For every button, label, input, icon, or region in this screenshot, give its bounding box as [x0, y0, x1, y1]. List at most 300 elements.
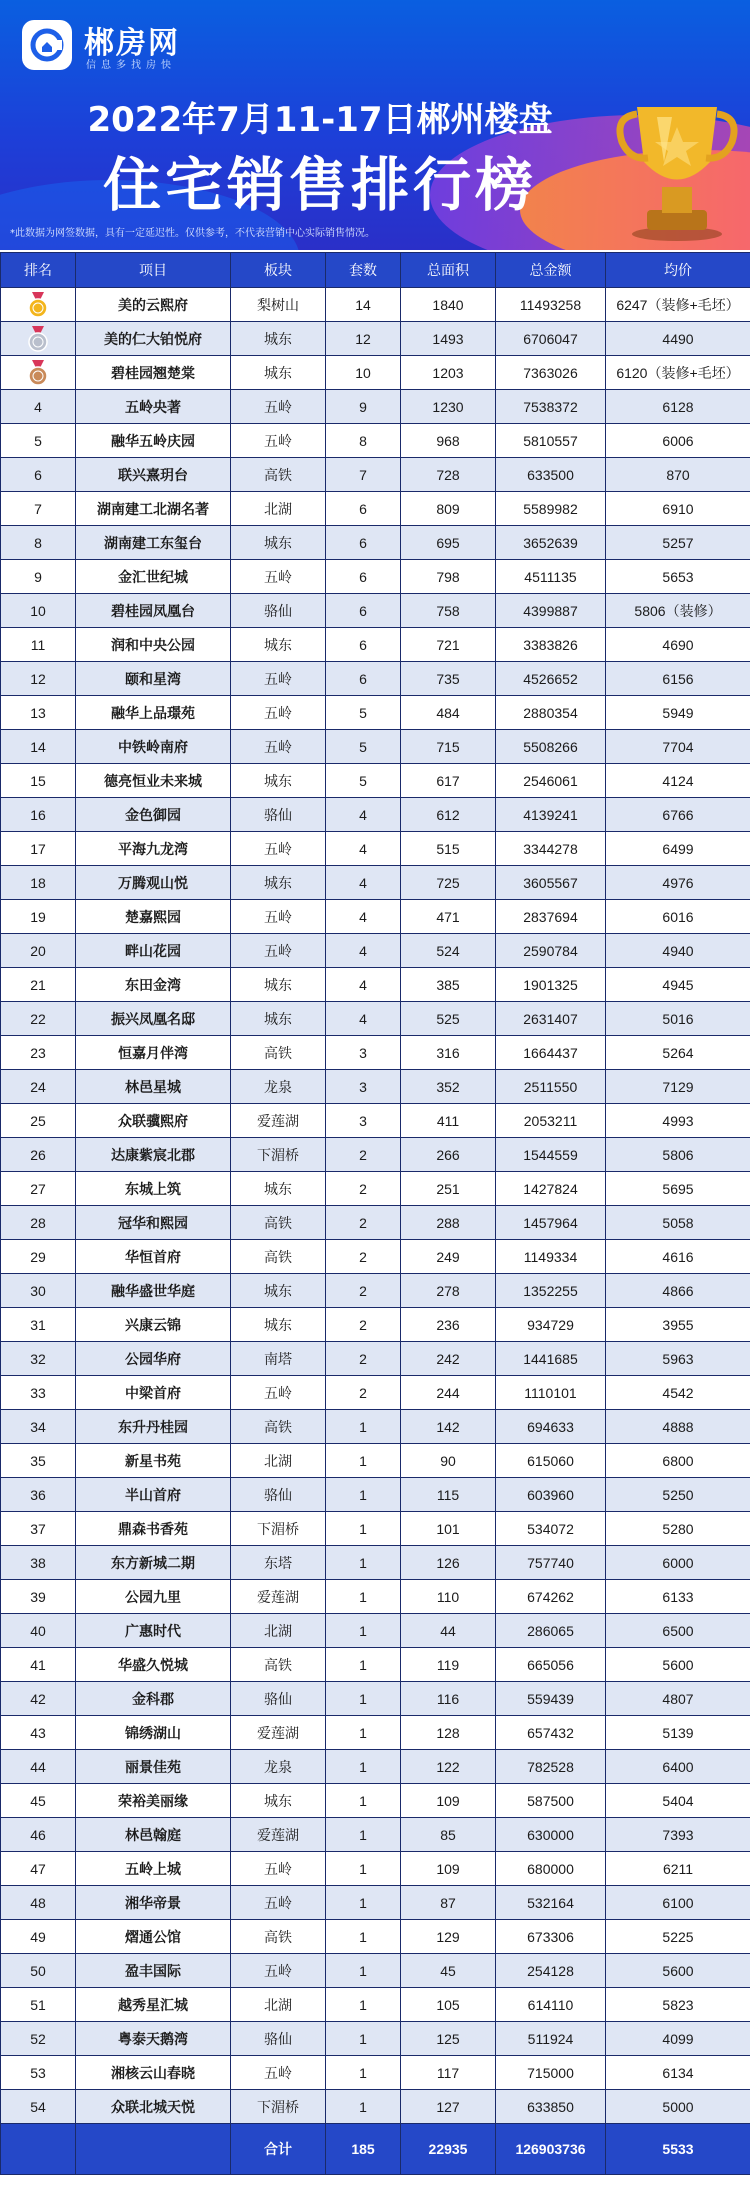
- units-cell: 2: [326, 1172, 401, 1206]
- total-area-cell: 110: [401, 1580, 496, 1614]
- area-cell: 五岭: [231, 2056, 326, 2090]
- total-area-cell: 288: [401, 1206, 496, 1240]
- rank-cell: 36: [1, 1478, 76, 1512]
- area-cell: 五岭: [231, 424, 326, 458]
- total-amount-cell: 603960: [496, 1478, 606, 1512]
- area-cell: 北湖: [231, 1988, 326, 2022]
- rank-cell: 20: [1, 934, 76, 968]
- avg-price-cell: 5600: [606, 1648, 750, 1682]
- total-area-cell: 101: [401, 1512, 496, 1546]
- total-amount-cell: 534072: [496, 1512, 606, 1546]
- table-row: [1, 1376, 750, 1410]
- area-cell: 骆仙: [231, 1682, 326, 1716]
- rank-cell: 53: [1, 2056, 76, 2090]
- table-row: [1, 1920, 750, 1954]
- total-area-cell: 128: [401, 1716, 496, 1750]
- avg-price-cell: 4866: [606, 1274, 750, 1308]
- area-cell: 城东: [231, 968, 326, 1002]
- total-area-cell: 728: [401, 458, 496, 492]
- avg-price-cell: 5806（装修）: [606, 594, 750, 628]
- avg-price-cell: 4888: [606, 1410, 750, 1444]
- total-amount-cell: 1441685: [496, 1342, 606, 1376]
- area-cell: 高铁: [231, 1648, 326, 1682]
- table-row: [1, 322, 750, 356]
- project-cell: 达康紫宸北郡: [76, 1138, 231, 1172]
- project-cell: 公园九里: [76, 1580, 231, 1614]
- rank-cell: 41: [1, 1648, 76, 1682]
- project-cell: 丽景佳苑: [76, 1750, 231, 1784]
- total-area-cell: 612: [401, 798, 496, 832]
- rank-cell: 52: [1, 2022, 76, 2056]
- avg-price-cell: 4490: [606, 322, 750, 356]
- area-cell: 骆仙: [231, 594, 326, 628]
- table-row: [1, 356, 750, 390]
- total-amount-cell: 532164: [496, 1886, 606, 1920]
- total-area-cell: 116: [401, 1682, 496, 1716]
- total-amount-cell: 1901325: [496, 968, 606, 1002]
- table-row: [1, 1716, 750, 1750]
- table-row: [1, 798, 750, 832]
- rank-cell: 43: [1, 1716, 76, 1750]
- units-cell: 1: [326, 1682, 401, 1716]
- avg-price-cell: 6156: [606, 662, 750, 696]
- units-cell: 1: [326, 1512, 401, 1546]
- avg-price-cell: 5058: [606, 1206, 750, 1240]
- avg-price-cell: 6766: [606, 798, 750, 832]
- total-amount-cell: 674262: [496, 1580, 606, 1614]
- table-row: [1, 1580, 750, 1614]
- rank-cell: 38: [1, 1546, 76, 1580]
- area-cell: 爱莲湖: [231, 1580, 326, 1614]
- rank-cell: 27: [1, 1172, 76, 1206]
- page-title-line1: 2022年7月11-17日郴州楼盘: [87, 100, 553, 140]
- table-row: [1, 458, 750, 492]
- project-cell: 平海九龙湾: [76, 832, 231, 866]
- avg-price-cell: 5280: [606, 1512, 750, 1546]
- bronze-medal-icon: [27, 360, 49, 386]
- table-row: [1, 1104, 750, 1138]
- project-cell: 广惠时代: [76, 1614, 231, 1648]
- total-area-cell: 115: [401, 1478, 496, 1512]
- units-cell: 3: [326, 1070, 401, 1104]
- project-cell: 熠通公馆: [76, 1920, 231, 1954]
- totals-total-area: 22935: [401, 2124, 496, 2175]
- avg-price-cell: 6134: [606, 2056, 750, 2090]
- area-cell: 城东: [231, 1274, 326, 1308]
- project-cell: 东田金湾: [76, 968, 231, 1002]
- avg-price-cell: 4945: [606, 968, 750, 1002]
- units-cell: 2: [326, 1342, 401, 1376]
- rank-cell: [1, 322, 76, 356]
- rank-cell: 10: [1, 594, 76, 628]
- area-cell: 高铁: [231, 1036, 326, 1070]
- table-row: [1, 1444, 750, 1478]
- total-amount-cell: 1664437: [496, 1036, 606, 1070]
- area-cell: 城东: [231, 1308, 326, 1342]
- total-amount-cell: 633500: [496, 458, 606, 492]
- project-cell: 恒嘉月伴湾: [76, 1036, 231, 1070]
- total-area-cell: 119: [401, 1648, 496, 1682]
- table-row: [1, 730, 750, 764]
- total-amount-cell: 11493258: [496, 288, 606, 322]
- avg-price-cell: 5806: [606, 1138, 750, 1172]
- total-amount-cell: 587500: [496, 1784, 606, 1818]
- units-cell: 6: [326, 594, 401, 628]
- total-amount-cell: 286065: [496, 1614, 606, 1648]
- area-cell: 城东: [231, 322, 326, 356]
- total-amount-cell: 3605567: [496, 866, 606, 900]
- total-area-cell: 127: [401, 2090, 496, 2124]
- avg-price-cell: 6000: [606, 1546, 750, 1580]
- total-area-cell: 968: [401, 424, 496, 458]
- project-cell: 越秀星汇城: [76, 1988, 231, 2022]
- area-cell: 龙泉: [231, 1070, 326, 1104]
- rank-cell: 48: [1, 1886, 76, 1920]
- total-area-cell: 142: [401, 1410, 496, 1444]
- units-cell: 1: [326, 1784, 401, 1818]
- rank-cell: 29: [1, 1240, 76, 1274]
- area-cell: 骆仙: [231, 2022, 326, 2056]
- total-area-cell: 352: [401, 1070, 496, 1104]
- total-amount-cell: 715000: [496, 2056, 606, 2090]
- gold-medal-icon: [27, 292, 49, 318]
- table-row: [1, 900, 750, 934]
- table-row: [1, 2090, 750, 2124]
- total-amount-cell: 7538372: [496, 390, 606, 424]
- area-cell: 城东: [231, 1002, 326, 1036]
- project-cell: 湘核云山春晓: [76, 2056, 231, 2090]
- project-cell: 颐和星湾: [76, 662, 231, 696]
- rank-cell: 18: [1, 866, 76, 900]
- total-amount-cell: 757740: [496, 1546, 606, 1580]
- trophy-icon: [612, 92, 742, 242]
- rank-cell: 34: [1, 1410, 76, 1444]
- avg-price-cell: 5823: [606, 1988, 750, 2022]
- area-cell: 五岭: [231, 1886, 326, 1920]
- avg-price-cell: 6100: [606, 1886, 750, 1920]
- total-area-cell: 249: [401, 1240, 496, 1274]
- rank-cell: 39: [1, 1580, 76, 1614]
- total-area-cell: 484: [401, 696, 496, 730]
- rank-cell: 21: [1, 968, 76, 1002]
- total-amount-cell: 633850: [496, 2090, 606, 2124]
- units-cell: 1: [326, 1478, 401, 1512]
- total-area-cell: 90: [401, 1444, 496, 1478]
- total-area-cell: 411: [401, 1104, 496, 1138]
- units-cell: 1: [326, 1648, 401, 1682]
- project-cell: 融华上品璟苑: [76, 696, 231, 730]
- total-amount-cell: 6706047: [496, 322, 606, 356]
- area-cell: 城东: [231, 1784, 326, 1818]
- table-row: [1, 1410, 750, 1444]
- total-area-cell: 244: [401, 1376, 496, 1410]
- total-area-cell: 251: [401, 1172, 496, 1206]
- avg-price-cell: 6500: [606, 1614, 750, 1648]
- total-amount-cell: 4139241: [496, 798, 606, 832]
- total-area-cell: 721: [401, 628, 496, 662]
- units-cell: 1: [326, 1750, 401, 1784]
- table-row: [1, 560, 750, 594]
- rank-cell: 11: [1, 628, 76, 662]
- column-header-units: 套数: [326, 253, 401, 288]
- project-cell: 盈丰国际: [76, 1954, 231, 1988]
- units-cell: 6: [326, 628, 401, 662]
- units-cell: 1: [326, 1920, 401, 1954]
- total-amount-cell: 614110: [496, 1988, 606, 2022]
- project-cell: 冠华和熙园: [76, 1206, 231, 1240]
- table-row: [1, 1682, 750, 1716]
- rank-cell: 49: [1, 1920, 76, 1954]
- rank-cell: 47: [1, 1852, 76, 1886]
- table-row: [1, 594, 750, 628]
- area-cell: 下湄桥: [231, 1512, 326, 1546]
- area-cell: 高铁: [231, 1240, 326, 1274]
- project-cell: 万腾观山悦: [76, 866, 231, 900]
- table-row: [1, 1852, 750, 1886]
- total-area-cell: 266: [401, 1138, 496, 1172]
- units-cell: 6: [326, 560, 401, 594]
- avg-price-cell: 6120（装修+毛坯）: [606, 356, 750, 390]
- sales-ranking-table: [0, 252, 750, 2175]
- area-cell: 高铁: [231, 1410, 326, 1444]
- avg-price-cell: 6499: [606, 832, 750, 866]
- units-cell: 9: [326, 390, 401, 424]
- rank-cell: 37: [1, 1512, 76, 1546]
- area-cell: 南塔: [231, 1342, 326, 1376]
- total-amount-cell: 657432: [496, 1716, 606, 1750]
- avg-price-cell: 3955: [606, 1308, 750, 1342]
- table-row: [1, 696, 750, 730]
- project-cell: 东升丹桂园: [76, 1410, 231, 1444]
- table-row: [1, 1784, 750, 1818]
- project-cell: 众联骥熙府: [76, 1104, 231, 1138]
- table-row: [1, 628, 750, 662]
- area-cell: 爱莲湖: [231, 1716, 326, 1750]
- project-cell: 林邑星城: [76, 1070, 231, 1104]
- rank-cell: 50: [1, 1954, 76, 1988]
- project-cell: 东城上筑: [76, 1172, 231, 1206]
- total-amount-cell: 2880354: [496, 696, 606, 730]
- total-amount-cell: 2631407: [496, 1002, 606, 1036]
- table-row: [1, 1342, 750, 1376]
- total-area-cell: 525: [401, 1002, 496, 1036]
- avg-price-cell: 6128: [606, 390, 750, 424]
- area-cell: 骆仙: [231, 798, 326, 832]
- table-row: [1, 662, 750, 696]
- project-cell: 锦绣湖山: [76, 1716, 231, 1750]
- rank-cell: 23: [1, 1036, 76, 1070]
- avg-price-cell: 6211: [606, 1852, 750, 1886]
- total-area-cell: 471: [401, 900, 496, 934]
- rank-cell: 40: [1, 1614, 76, 1648]
- header-banner: [0, 0, 750, 250]
- avg-price-cell: 4124: [606, 764, 750, 798]
- project-cell: 融华五岭庆园: [76, 424, 231, 458]
- table-row: [1, 1648, 750, 1682]
- total-amount-cell: 934729: [496, 1308, 606, 1342]
- avg-price-cell: 4940: [606, 934, 750, 968]
- project-cell: 新星书苑: [76, 1444, 231, 1478]
- total-amount-cell: 665056: [496, 1648, 606, 1682]
- table-row: [1, 968, 750, 1002]
- units-cell: 7: [326, 458, 401, 492]
- units-cell: 4: [326, 900, 401, 934]
- units-cell: 2: [326, 1308, 401, 1342]
- area-cell: 爱莲湖: [231, 1104, 326, 1138]
- units-cell: 1: [326, 1580, 401, 1614]
- units-cell: 8: [326, 424, 401, 458]
- total-amount-cell: 559439: [496, 1682, 606, 1716]
- area-cell: 五岭: [231, 934, 326, 968]
- units-cell: 5: [326, 764, 401, 798]
- totals-avg-price: 5533: [606, 2124, 750, 2175]
- column-header-total-amount: 总金额: [496, 253, 606, 288]
- total-area-cell: 695: [401, 526, 496, 560]
- total-area-cell: 617: [401, 764, 496, 798]
- project-cell: 公园华府: [76, 1342, 231, 1376]
- avg-price-cell: 5963: [606, 1342, 750, 1376]
- rank-cell: [1, 288, 76, 322]
- project-cell: 联兴熹玥台: [76, 458, 231, 492]
- units-cell: 4: [326, 832, 401, 866]
- area-cell: 北湖: [231, 492, 326, 526]
- rank-cell: 32: [1, 1342, 76, 1376]
- area-cell: 五岭: [231, 832, 326, 866]
- area-cell: 城东: [231, 356, 326, 390]
- avg-price-cell: 4976: [606, 866, 750, 900]
- table-row: [1, 1036, 750, 1070]
- area-cell: 五岭: [231, 1376, 326, 1410]
- column-header-avg-price: 均价: [606, 253, 750, 288]
- project-cell: 鼎森书香苑: [76, 1512, 231, 1546]
- project-cell: 林邑翰庭: [76, 1818, 231, 1852]
- units-cell: 1: [326, 1444, 401, 1478]
- rank-cell: 16: [1, 798, 76, 832]
- total-amount-cell: 1427824: [496, 1172, 606, 1206]
- avg-price-cell: 4807: [606, 1682, 750, 1716]
- table-row: [1, 934, 750, 968]
- project-cell: 半山首府: [76, 1478, 231, 1512]
- area-cell: 东塔: [231, 1546, 326, 1580]
- total-area-cell: 105: [401, 1988, 496, 2022]
- area-cell: 五岭: [231, 390, 326, 424]
- project-cell: 德亮恒业未来城: [76, 764, 231, 798]
- avg-price-cell: 7129: [606, 1070, 750, 1104]
- total-amount-cell: 694633: [496, 1410, 606, 1444]
- rank-cell: 35: [1, 1444, 76, 1478]
- avg-price-cell: 6400: [606, 1750, 750, 1784]
- units-cell: 4: [326, 934, 401, 968]
- total-area-cell: 798: [401, 560, 496, 594]
- avg-price-cell: 6006: [606, 424, 750, 458]
- table-row: [1, 1308, 750, 1342]
- table-row: [1, 492, 750, 526]
- total-area-cell: 125: [401, 2022, 496, 2056]
- total-area-cell: 44: [401, 1614, 496, 1648]
- total-amount-cell: 1110101: [496, 1376, 606, 1410]
- total-area-cell: 117: [401, 2056, 496, 2090]
- area-cell: 五岭: [231, 696, 326, 730]
- total-area-cell: 725: [401, 866, 496, 900]
- avg-price-cell: 4993: [606, 1104, 750, 1138]
- area-cell: 北湖: [231, 1444, 326, 1478]
- project-cell: 美的云熙府: [76, 288, 231, 322]
- project-cell: 华恒首府: [76, 1240, 231, 1274]
- units-cell: 1: [326, 2090, 401, 2124]
- area-cell: 高铁: [231, 1206, 326, 1240]
- table-row: [1, 2022, 750, 2056]
- totals-project-cell: [76, 2124, 231, 2175]
- units-cell: 12: [326, 322, 401, 356]
- rank-cell: 9: [1, 560, 76, 594]
- avg-price-cell: 4616: [606, 1240, 750, 1274]
- table-row: [1, 526, 750, 560]
- units-cell: 2: [326, 1138, 401, 1172]
- project-cell: 湖南建工东玺台: [76, 526, 231, 560]
- total-area-cell: 316: [401, 1036, 496, 1070]
- total-amount-cell: 1544559: [496, 1138, 606, 1172]
- brand-name: 郴房网: [84, 26, 180, 61]
- project-cell: 湖南建工北湖名著: [76, 492, 231, 526]
- rank-cell: 42: [1, 1682, 76, 1716]
- total-amount-cell: 2837694: [496, 900, 606, 934]
- avg-price-cell: 5264: [606, 1036, 750, 1070]
- total-amount-cell: 1352255: [496, 1274, 606, 1308]
- area-cell: 城东: [231, 764, 326, 798]
- project-cell: 金科郡: [76, 1682, 231, 1716]
- total-area-cell: 1840: [401, 288, 496, 322]
- total-amount-cell: 511924: [496, 2022, 606, 2056]
- avg-price-cell: 4690: [606, 628, 750, 662]
- total-amount-cell: 4399887: [496, 594, 606, 628]
- table-row: [1, 1240, 750, 1274]
- area-cell: 城东: [231, 526, 326, 560]
- rank-cell: 5: [1, 424, 76, 458]
- brand-logo-icon: [22, 20, 72, 70]
- total-amount-cell: 2590784: [496, 934, 606, 968]
- avg-price-cell: 5600: [606, 1954, 750, 1988]
- units-cell: 4: [326, 798, 401, 832]
- units-cell: 1: [326, 2056, 401, 2090]
- project-cell: 粤泰天鹅湾: [76, 2022, 231, 2056]
- total-amount-cell: 782528: [496, 1750, 606, 1784]
- units-cell: 1: [326, 1546, 401, 1580]
- avg-price-cell: 5000: [606, 2090, 750, 2124]
- area-cell: 五岭: [231, 560, 326, 594]
- project-cell: 美的仁大铂悦府: [76, 322, 231, 356]
- table-body: [1, 288, 750, 2124]
- units-cell: 4: [326, 968, 401, 1002]
- total-area-cell: 385: [401, 968, 496, 1002]
- rank-cell: 4: [1, 390, 76, 424]
- rank-cell: 13: [1, 696, 76, 730]
- project-cell: 华盛久悦城: [76, 1648, 231, 1682]
- project-cell: 碧桂园翘楚棠: [76, 356, 231, 390]
- table-row: [1, 1988, 750, 2022]
- avg-price-cell: 7704: [606, 730, 750, 764]
- total-amount-cell: 5589982: [496, 492, 606, 526]
- units-cell: 3: [326, 1104, 401, 1138]
- column-header-rank: 排名: [1, 253, 76, 288]
- units-cell: 1: [326, 1410, 401, 1444]
- rank-cell: 22: [1, 1002, 76, 1036]
- units-cell: 4: [326, 866, 401, 900]
- area-cell: 高铁: [231, 1920, 326, 1954]
- avg-price-cell: 6133: [606, 1580, 750, 1614]
- table-row: [1, 1546, 750, 1580]
- rank-cell: 8: [1, 526, 76, 560]
- total-amount-cell: 680000: [496, 1852, 606, 1886]
